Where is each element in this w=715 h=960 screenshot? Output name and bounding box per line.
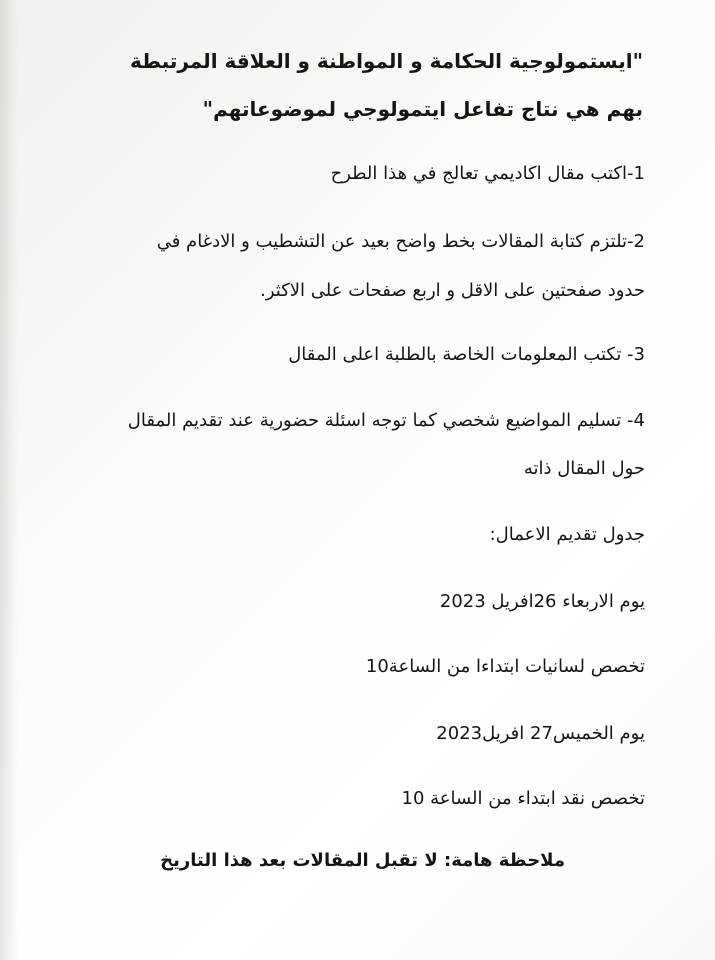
schedule-specialty-1: تخصص لسانيات ابتداءا من الساعة10 xyxy=(365,656,645,677)
schedule-specialty-2: تخصص نقد ابتداء من الساعة 10 xyxy=(401,788,645,809)
schedule-day-1: يوم الاربعاء 26افريل 2023 xyxy=(439,591,645,612)
instruction-1: 1-اكتب مقال اكاديمي تعالج في هذا الطرح xyxy=(330,163,645,184)
schedule-day-2: يوم الخميس27 افريل2023 xyxy=(436,723,645,744)
instruction-3: 3- تكتب المعلومات الخاصة بالطلبة اعلى المقال xyxy=(288,344,645,365)
instruction-2-line-2: حدود صفحتين على الاقل و اربع صفحات على الاكثر. xyxy=(260,280,645,301)
title-line-1: "ايستمولوجية الحكامة و المواطنة و العلاقة المرتبطة xyxy=(130,49,643,73)
schedule-heading: جدول تقديم الاعمال: xyxy=(489,524,645,545)
page-edge-shadow xyxy=(0,0,18,960)
important-note: ملاحظة هامة: لا تقبل المقالات بعد هذا التاريخ xyxy=(160,850,565,871)
title-line-2: بهم هي نتاج تفاعل ايتمولوجي لموضوعاتهم" xyxy=(202,97,643,121)
instruction-4-line-2: حول المقال ذاته xyxy=(523,458,645,479)
instruction-4-line-1: 4- تسليم المواضيع شخصي كما توجه اسئلة حضورية عند تقديم المقال xyxy=(127,410,645,431)
instruction-2-line-1: 2-تلتزم كتابة المقالات بخط واضح بعيد عن التشطيب و الادغام في xyxy=(156,231,645,252)
